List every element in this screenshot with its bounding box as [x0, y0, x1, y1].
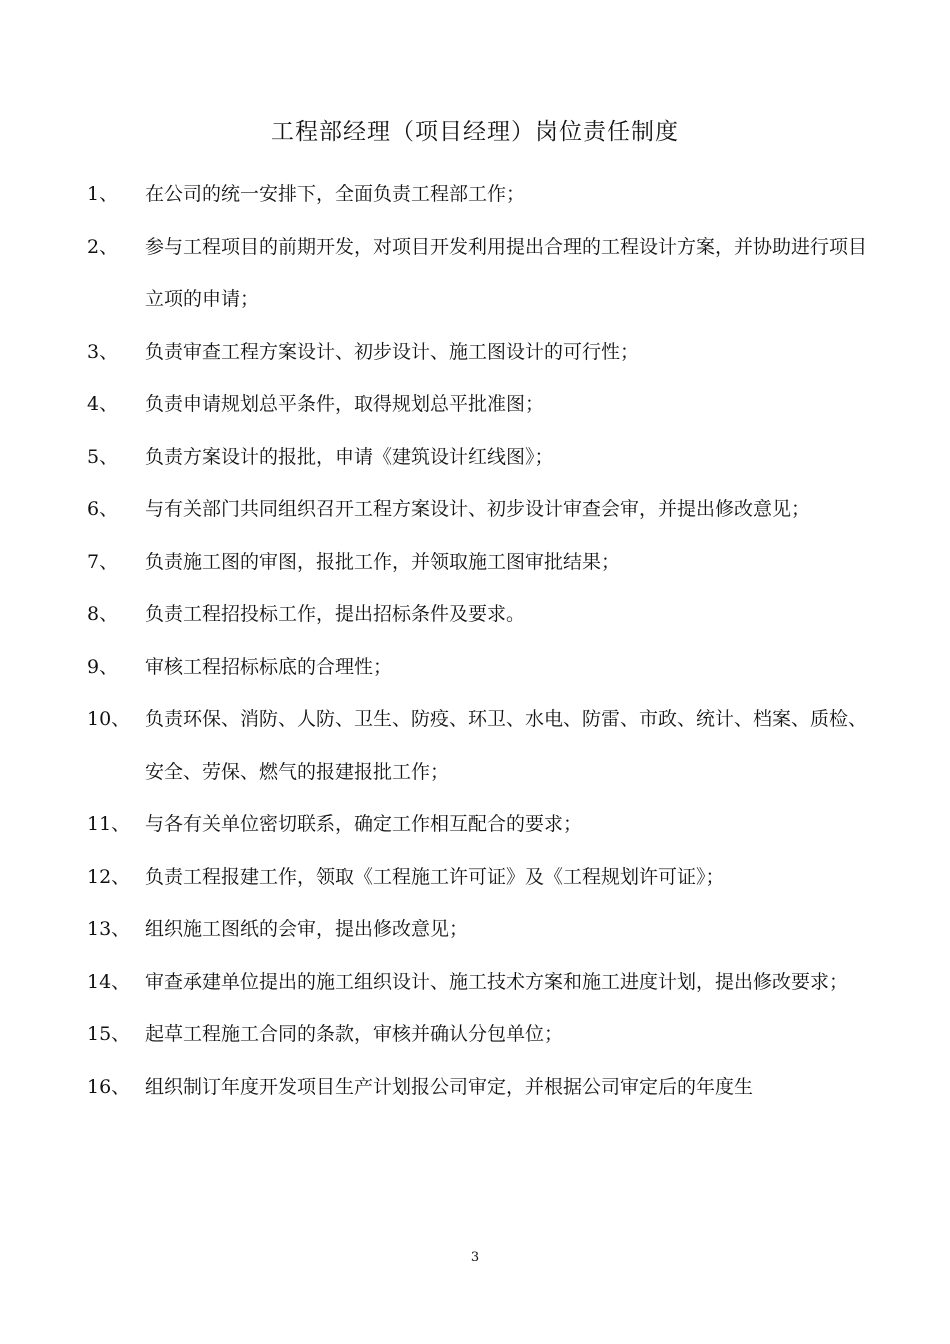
item-text: 组织施工图纸的会审，提出修改意见； [145, 918, 469, 940]
list-item [0, 903, 950, 956]
item-number: 10、 [87, 708, 131, 730]
list-item [0, 1061, 950, 1114]
item-text: 起草工程施工合同的条款，审核并确认分包单位； [145, 1023, 564, 1045]
item-number: 6、 [87, 498, 119, 520]
item-number: 2、 [87, 235, 119, 258]
list-item [0, 168, 950, 221]
list-item [0, 851, 950, 904]
list-item [0, 326, 950, 379]
item-number: 1、 [87, 183, 119, 205]
item-number: 5、 [87, 445, 119, 468]
item-number: 11、 [87, 813, 131, 835]
list-item [0, 378, 950, 431]
item-text: 组织制订年度开发项目生产计划报公司审定，并根据公司审定后的年度生 [145, 1075, 754, 1098]
list-item [0, 588, 950, 641]
item-number: 13、 [87, 918, 131, 940]
item-text: 负责工程报建工作，领取《工程施工许可证》及《工程规划许可证》； [145, 865, 725, 888]
list-item [0, 221, 950, 326]
item-text: 负责申请规划总平条件，取得规划总平批准图； [145, 393, 545, 415]
item-text: 负责工程招投标工作，提出招标条件及要求。 [145, 603, 526, 625]
item-number: 12、 [87, 865, 131, 888]
list-item [0, 641, 950, 694]
item-text: 与各有关单位密切联系，确定工作相互配合的要求； [145, 813, 583, 835]
document-title: 工程部经理（项目经理）岗位责任制度 [271, 119, 679, 145]
item-text: 与有关部门共同组织召开工程方案设计、初步设计审查会审，并提出修改意见； [145, 498, 811, 520]
item-text: 审查承建单位提出的施工组织设计、施工技术方案和施工进度计划，提出修改要求； [145, 970, 849, 993]
list-item [0, 798, 950, 851]
page-number: 3 [470, 1250, 480, 1265]
responsibility-list [0, 168, 950, 1113]
item-text: 负责施工图的审图，报批工作，并领取施工图审批结果； [145, 550, 621, 573]
item-number: 8、 [87, 603, 119, 625]
item-text: 在公司的统一安排下，全面负责工程部工作； [145, 183, 526, 205]
item-text: 负责审查工程方案设计、初步设计、施工图设计的可行性； [145, 340, 640, 363]
list-item [0, 536, 950, 589]
item-text: 参与工程项目的前期开发，对项目开发利用提出合理的工程设计方案，并协助进行项目立项的申请； [145, 235, 868, 310]
list-item [0, 1008, 950, 1061]
item-text: 审核工程招标标底的合理性； [145, 655, 393, 678]
list-item [0, 483, 950, 536]
item-number: 16、 [87, 1075, 131, 1098]
item-number: 14、 [87, 970, 131, 993]
item-number: 15、 [87, 1023, 131, 1045]
list-item [0, 693, 950, 798]
item-number: 7、 [87, 550, 119, 573]
item-number: 4、 [87, 393, 119, 415]
item-number: 9、 [87, 655, 119, 678]
item-text: 负责方案设计的报批，申请《建筑设计红线图》； [145, 445, 554, 468]
item-text: 负责环保、消防、人防、卫生、防疫、环卫、水电、防雷、市政、统计、档案、质检、安全、劳保、燃气的报建报批工作； [145, 708, 868, 783]
item-number: 3、 [87, 340, 119, 363]
list-item [0, 956, 950, 1009]
list-item [0, 431, 950, 484]
